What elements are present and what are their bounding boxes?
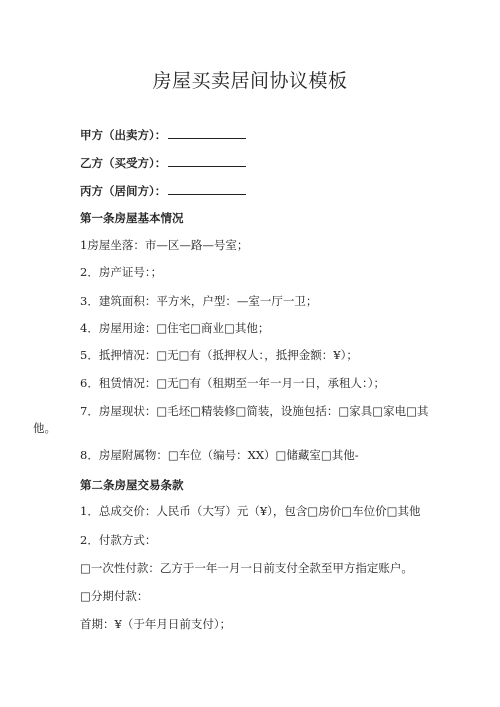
party-a-line: [80, 127, 246, 143]
party-c-line: [80, 183, 246, 199]
section-1-heading: 第一条房屋基本情况: [80, 211, 184, 225]
party-a-blank: [168, 128, 246, 139]
clause-2-3: □一次性付款：乙方于一年一月一日前支付全款至甲方指定账户。: [80, 561, 413, 575]
clause-1-1: 1房屋坐落：市—区—路—号室；: [80, 238, 249, 252]
clause-1-4: 4．房屋用途：□住宅□商业□其他；: [80, 321, 270, 335]
clause-2-4: □分期付款：: [80, 589, 149, 603]
clause-2-1: 1．总成交价：人民币（大写）元（¥），包含□房价□车位价□其他: [80, 504, 421, 518]
party-b-line: [80, 155, 246, 171]
clause-1-5: 5．抵押情况：□无□有（抵押权人：，抵押金额：¥）；: [80, 348, 358, 362]
party-c-blank: [168, 184, 246, 195]
party-a-label: 甲方（出卖方）：: [80, 128, 167, 142]
clause-1-7: 7．房屋现状：□毛坯□精装修□简装，设施包括：□家具□家电□其: [80, 404, 429, 418]
clause-1-6: 6．租赁情况：□无□有（租期至一年一月一日，承租人：）；: [80, 376, 386, 390]
clause-1-8: 8．房屋附属物：□车位（编号：XX）□储藏室□其他-: [80, 448, 359, 462]
party-b-blank: [168, 156, 246, 167]
clause-2-5: 首期：¥（于年月日前支付）；: [80, 617, 232, 631]
section-2-heading: 第二条房屋交易条款: [80, 478, 184, 492]
party-c-label: 丙方（居间方）：: [80, 184, 167, 198]
document-title: 房屋买卖居间协议模板: [152, 70, 348, 92]
clause-2-2: 2．付款方式：: [80, 533, 157, 547]
clause-1-2: 2．房产证号：；: [80, 265, 163, 279]
clause-1-7-continued: 他。: [33, 421, 56, 435]
party-b-label: 乙方（买受方）：: [80, 156, 167, 170]
clause-1-3: 3．建筑面积：平方米，户型：—室一厅一卫；: [80, 294, 318, 308]
